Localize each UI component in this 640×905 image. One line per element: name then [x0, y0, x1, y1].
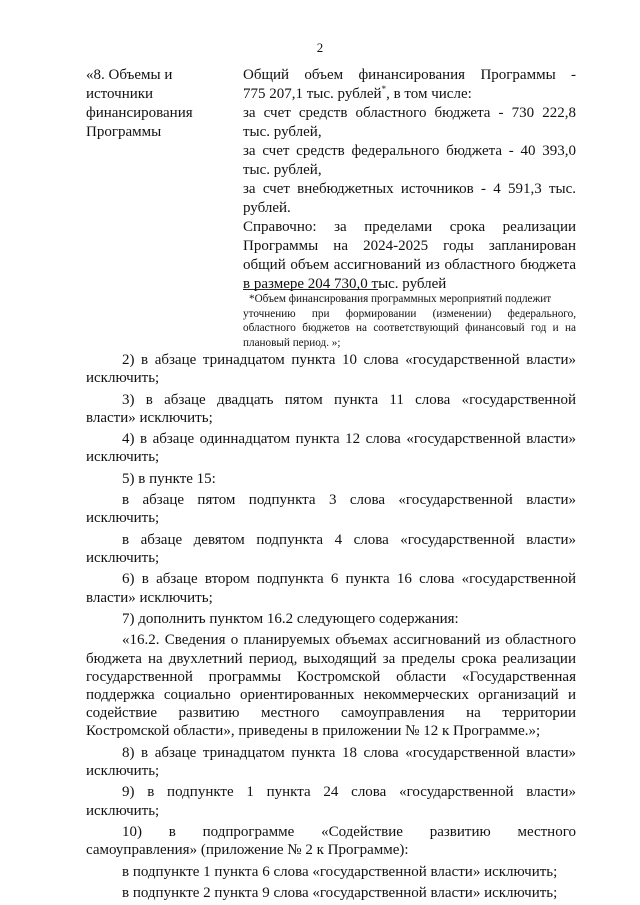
- text-line: государственной программы Костромской области «Государственная: [86, 668, 576, 685]
- amendment-item: [86, 823, 576, 859]
- footnote-line: плановый период. »;: [243, 336, 341, 349]
- footnote-line: областного бюджетов на соответствующий финансовый год и на: [243, 322, 576, 334]
- total-funding-rest: , в том числе:: [386, 86, 472, 102]
- amendment-item: [86, 610, 576, 628]
- footnote-line: *Объем финансирования программных мероприятий подлежит: [249, 293, 552, 305]
- text-line: 5) в пункте 15:: [122, 470, 216, 487]
- reference-line: общий объем ассигнований из областного бюджета: [243, 257, 576, 273]
- text-line: 9) в подпункте 1 пункта 24 слова «государственной власти»: [122, 784, 576, 801]
- total-funding-value: 775 207,1 тыс. рублей: [243, 86, 382, 102]
- text-line: «16.2. Сведения о планируемых объемах ассигнований из областного: [122, 632, 576, 649]
- reference-line: Программы на 2024-2025 годы запланирован: [243, 238, 576, 254]
- text-line: Костромской области», приведены в приложении № 12 к Программе.»;: [86, 723, 541, 740]
- text-line: в подпункте 1 пункта 6 слова «государственной власти» исключить;: [122, 863, 558, 880]
- label-line: финансирования: [86, 105, 193, 121]
- label-line: источники: [86, 86, 154, 102]
- text-line: 6) в абзаце втором подпункта 6 пункта 16 слова «государственной: [122, 571, 576, 588]
- amendments-list: [86, 351, 576, 902]
- label-line: «8. Объемы и: [86, 67, 173, 83]
- quoted-paragraph: [86, 631, 576, 740]
- passport-section-label: [86, 66, 226, 142]
- footnote: [243, 292, 576, 350]
- text-line: власти» исключить;: [86, 589, 213, 606]
- amendment-subitem: [86, 884, 576, 902]
- text-line: 8) в абзаце тринадцатом пункта 18 слова «государственной власти»: [122, 744, 576, 761]
- total-funding-amount: [243, 85, 576, 104]
- federal-budget-unit: тыс. рублей,: [243, 162, 322, 178]
- amendment-item: [86, 744, 576, 780]
- regional-budget-unit: тыс. рублей,: [243, 124, 322, 140]
- passport-section-content: [243, 66, 576, 294]
- text-line: в абзаце пятом подпункта 3 слова «государственной власти»: [122, 492, 576, 509]
- text-line: содействие развитию местного самоуправления на территории: [86, 705, 576, 722]
- amendment-subitem: [86, 491, 576, 527]
- regional-budget-line: за счет средств областного бюджета - 730 222,8: [243, 105, 576, 121]
- footnote-divider: [243, 289, 378, 290]
- text-line: в абзаце девятом подпункта 4 слова «государственной власти»: [122, 531, 576, 548]
- reference-line: Справочно: за пределами срока реализации: [243, 219, 576, 235]
- text-line: исключить;: [86, 549, 160, 566]
- amendment-subitem: [86, 531, 576, 567]
- amendment-item: [86, 391, 576, 427]
- amendment-subitem: [86, 863, 576, 881]
- label-line: Программы: [86, 124, 162, 140]
- text-line: 7) дополнить пунктом 16.2 следующего содержания:: [122, 610, 459, 627]
- text-line: исключить;: [86, 762, 160, 779]
- text-line: исключить;: [86, 370, 160, 387]
- text-line: исключить;: [86, 802, 160, 819]
- text-line: 3) в абзаце двадцать пятом пункта 11 слова «государственной: [122, 391, 576, 408]
- amendment-item: [86, 430, 576, 466]
- text-line: власти» исключить;: [86, 409, 213, 426]
- page-number: 2: [316, 40, 324, 55]
- text-line: 2) в абзаце тринадцатом пункта 10 слова «государственной власти»: [122, 352, 576, 368]
- text-line: 10) в подпрограмме «Содействие развитию местного: [122, 823, 576, 840]
- text-line: исключить;: [86, 510, 160, 527]
- text-line: бюджета на двухлетний период, выходящий за пределы срока реализации: [86, 650, 576, 667]
- extrabudgetary-line: за счет внебюджетных источников - 4 591,3 тыс.: [243, 181, 576, 197]
- reference-line: в размере 204 730,0 тыс. рублей: [243, 276, 447, 292]
- text-line: в подпункте 2 пункта 9 слова «государственной власти» исключить;: [122, 884, 558, 901]
- text-line: 4) в абзаце одиннадцатом пункта 12 слова «государственной власти»: [122, 431, 576, 448]
- federal-budget-line: за счет средств федерального бюджета - 40 393,0: [243, 143, 576, 159]
- amendment-item: [86, 783, 576, 819]
- text-line: поддержка социально ориентированных некоммерческих организаций и: [86, 686, 576, 703]
- text-line: самоуправления» (приложение № 2 к Программе):: [86, 842, 409, 859]
- text-line: исключить;: [86, 449, 160, 466]
- total-funding-line: Общий объем финансирования Программы -: [243, 67, 576, 83]
- extrabudgetary-unit: рублей.: [243, 200, 291, 216]
- amendment-item: [86, 570, 576, 606]
- footnote-line: уточнению при формировании (изменении) федерального,: [243, 307, 576, 320]
- amendment-item: [86, 351, 576, 387]
- footnote-mark: *: [381, 84, 387, 94]
- amendment-item: [86, 470, 576, 488]
